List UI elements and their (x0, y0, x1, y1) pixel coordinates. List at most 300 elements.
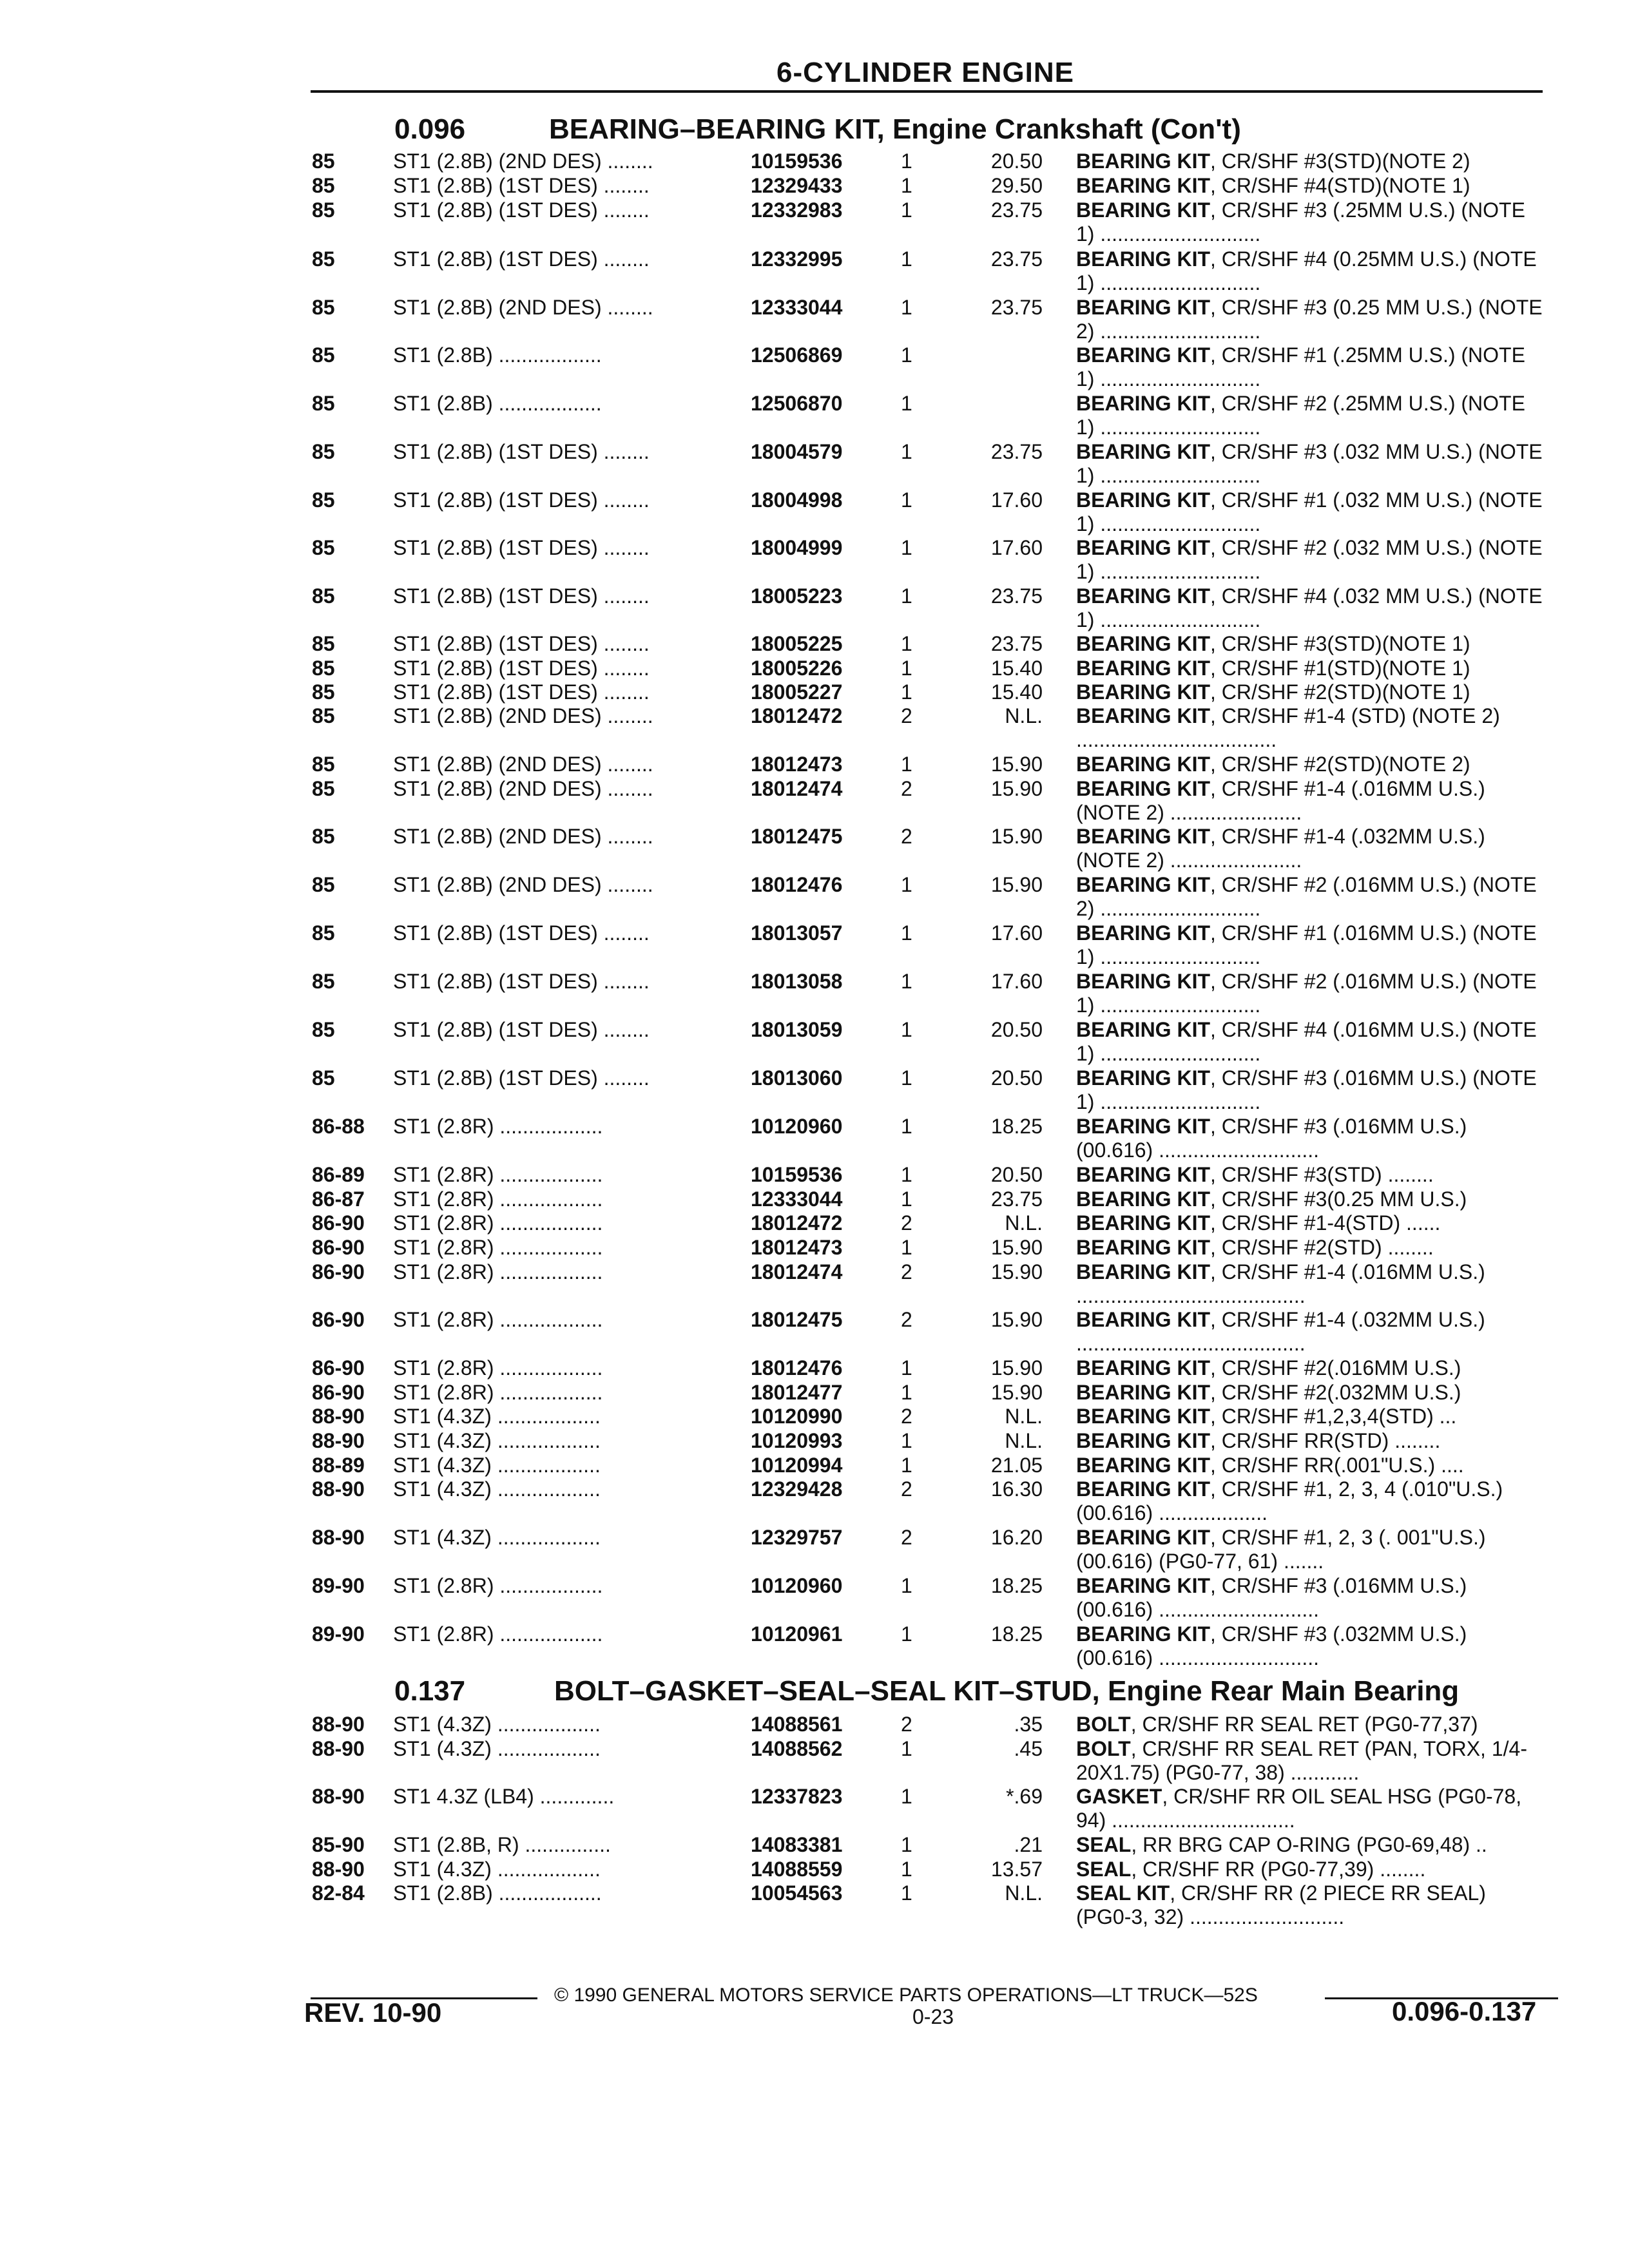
part-number: 18012476 (751, 1356, 843, 1379)
table-row (0, 296, 1629, 345)
price: 16.30 (990, 1477, 1043, 1501)
description-text: , CR/SHF #2(.016MM U.S.) (1210, 1356, 1461, 1379)
model-years: 85-90 (312, 1833, 365, 1856)
description-name: BEARING KIT (1076, 1018, 1210, 1041)
description (1076, 149, 1547, 173)
application: ST1 (2.8B) .................. (393, 1881, 602, 1905)
description-name: BEARING KIT (1076, 440, 1210, 463)
part-number: 18012472 (751, 704, 843, 727)
application: ST1 (2.8B) (1ST DES) ........ (393, 198, 650, 222)
quantity: 1 (901, 1574, 912, 1597)
description-text: , CR/SHF #1, 2, 3 (. 001"U.S.) (00.616) (PG0-77, 61) ....... (1076, 1526, 1486, 1573)
description-name: BEARING KIT (1076, 873, 1210, 896)
description-name: BOLT (1076, 1713, 1131, 1736)
part-number: 10120990 (751, 1405, 843, 1428)
description-name: BEARING KIT (1076, 753, 1210, 776)
model-years: 86-90 (312, 1211, 365, 1235)
description-name: BEARING KIT (1076, 1622, 1210, 1646)
price: 15.90 (990, 753, 1043, 776)
description-text: , CR/SHF #3 (.016MM U.S.) (00.616) ............................ (1076, 1115, 1467, 1162)
description-name: BEARING KIT (1076, 198, 1210, 222)
description (1076, 777, 1547, 825)
model-years: 85 (312, 704, 335, 727)
application: ST1 4.3Z (LB4) ............. (393, 1785, 615, 1808)
part-number: 18012477 (751, 1381, 843, 1404)
description (1076, 1477, 1547, 1525)
model-years: 85 (312, 657, 335, 680)
quantity: 1 (901, 1018, 912, 1041)
description-name: BEARING KIT (1076, 1187, 1210, 1211)
price: 18.25 (990, 1574, 1043, 1597)
description-text: , CR/SHF RR OIL SEAL HSG (PG0-78, 94) ................................ (1076, 1785, 1522, 1832)
quantity: 1 (901, 657, 912, 680)
price: 15.90 (990, 1381, 1043, 1404)
price: N.L. (1005, 1881, 1043, 1905)
description-text: , CR/SHF #1-4(STD) ...... (1210, 1211, 1441, 1235)
section-code: 0.096 (394, 113, 466, 145)
price: 17.60 (990, 536, 1043, 559)
part-number: 18005227 (751, 680, 843, 704)
price: 23.75 (990, 296, 1043, 319)
application: ST1 (2.8B) (1ST DES) ........ (393, 1018, 650, 1041)
description-text: , CR/SHF RR SEAL RET (PG0-77,37) (1130, 1713, 1478, 1736)
part-number: 18005223 (751, 584, 843, 608)
price: 15.90 (990, 1308, 1043, 1331)
application: ST1 (2.8B, R) ............... (393, 1833, 611, 1856)
table-row (0, 488, 1629, 537)
quantity: 1 (901, 198, 912, 222)
description-text: , CR/SHF #1,2,3,4(STD) ... (1210, 1405, 1457, 1428)
description-name: BEARING KIT (1076, 1526, 1210, 1549)
table-row (0, 1018, 1629, 1067)
price: 20.50 (990, 1066, 1043, 1090)
description (1076, 1260, 1547, 1308)
part-number: 14088561 (751, 1713, 843, 1736)
quantity: 2 (901, 1526, 912, 1549)
model-years: 86-87 (312, 1187, 365, 1211)
description-name: BEARING KIT (1076, 1477, 1210, 1501)
price: 17.60 (990, 921, 1043, 945)
part-number: 18013059 (751, 1018, 843, 1041)
description-name: BEARING KIT (1076, 1454, 1210, 1477)
description-text: , CR/SHF RR (2 PIECE RR SEAL) (PG0-3, 32) ........................... (1076, 1881, 1486, 1928)
table-row (0, 921, 1629, 970)
model-years: 85 (312, 440, 335, 463)
model-years: 88-90 (312, 1477, 365, 1501)
part-number: 18004999 (751, 536, 843, 559)
application: ST1 (2.8B) (1ST DES) ........ (393, 1066, 650, 1090)
price: 29.50 (990, 174, 1043, 197)
application: ST1 (4.3Z) .................. (393, 1477, 601, 1501)
table-row (0, 392, 1629, 441)
price: .21 (1014, 1833, 1043, 1856)
description-name: BEARING KIT (1076, 1405, 1210, 1428)
application: ST1 (2.8R) .................. (393, 1115, 603, 1138)
part-number: 12506869 (751, 343, 843, 367)
price: N.L. (1005, 1211, 1043, 1235)
description (1076, 1236, 1547, 1260)
part-number: 10120961 (751, 1622, 843, 1646)
description-text: , CR/SHF #2(STD)(NOTE 1) (1210, 680, 1470, 704)
description-text: , CR/SHF #2 (.016MM U.S.) (NOTE 2) ............................ (1076, 873, 1537, 920)
application: ST1 (2.8R) .................. (393, 1356, 603, 1379)
quantity: 1 (901, 632, 912, 655)
part-number: 18012475 (751, 1308, 843, 1331)
description-text: , CR/SHF #1 (.25MM U.S.) (NOTE 1) ............................ (1076, 343, 1525, 390)
application: ST1 (2.8R) .................. (393, 1260, 603, 1283)
model-years: 85 (312, 1018, 335, 1041)
table-row (0, 777, 1629, 826)
quantity: 1 (901, 392, 912, 415)
model-years: 85 (312, 921, 335, 945)
description-name: BEARING KIT (1076, 680, 1210, 704)
description-text: , CR/SHF #4(STD)(NOTE 1) (1210, 174, 1470, 197)
description-name: BEARING KIT (1076, 1429, 1210, 1452)
description-name: BEARING KIT (1076, 296, 1210, 319)
model-years: 86-90 (312, 1260, 365, 1283)
model-years: 88-89 (312, 1454, 365, 1477)
part-number: 12333044 (751, 1187, 843, 1211)
price: 15.90 (990, 1236, 1043, 1259)
table-row (0, 440, 1629, 489)
description-text: , CR/SHF #3(STD)(NOTE 2) (1210, 149, 1470, 173)
model-years: 85 (312, 873, 335, 896)
model-years: 85 (312, 632, 335, 655)
quantity: 1 (901, 1881, 912, 1905)
description-name: BEARING KIT (1076, 632, 1210, 655)
model-years: 85 (312, 777, 335, 800)
description (1076, 1211, 1547, 1235)
description (1076, 970, 1547, 1017)
description-text: , CR/SHF #1-4 (.032MM U.S.) ........................................ (1076, 1308, 1485, 1355)
model-years: 85 (312, 343, 335, 367)
description (1076, 1429, 1547, 1453)
application: ST1 (2.8R) .................. (393, 1622, 603, 1646)
description (1076, 1526, 1547, 1573)
application: ST1 (2.8B) (1ST DES) ........ (393, 680, 650, 704)
part-number: 18012474 (751, 777, 843, 800)
description (1076, 296, 1547, 343)
model-years: 85 (312, 753, 335, 776)
application: ST1 (4.3Z) .................. (393, 1454, 601, 1477)
description-text: , CR/SHF #4 (0.25MM U.S.) (NOTE 1) ............................ (1076, 247, 1537, 294)
quantity: 1 (901, 680, 912, 704)
quantity: 2 (901, 1713, 912, 1736)
description-text: , CR/SHF #3 (.25MM U.S.) (NOTE 1) ............................ (1076, 198, 1525, 245)
description-name: BEARING KIT (1076, 1381, 1210, 1404)
application: ST1 (2.8B) (2ND DES) ........ (393, 873, 653, 896)
description (1076, 1737, 1547, 1785)
description (1076, 1163, 1547, 1187)
application: ST1 (2.8B) (1ST DES) ........ (393, 488, 650, 512)
application: ST1 (2.8B) .................. (393, 343, 602, 367)
description-name: BEARING KIT (1076, 1308, 1210, 1331)
description (1076, 825, 1547, 872)
part-number: 12332983 (751, 198, 843, 222)
part-number: 10054563 (751, 1881, 843, 1905)
description-name: BEARING KIT (1076, 657, 1210, 680)
quantity: 1 (901, 247, 912, 271)
part-number: 12333044 (751, 296, 843, 319)
table-row (0, 1881, 1629, 1930)
description (1076, 584, 1547, 632)
description-name: BEARING KIT (1076, 1211, 1210, 1235)
part-number: 12506870 (751, 392, 843, 415)
part-number: 12329433 (751, 174, 843, 197)
quantity: 2 (901, 825, 912, 848)
table-row (0, 198, 1629, 247)
description-name: BEARING KIT (1076, 149, 1210, 173)
price: .45 (1014, 1737, 1043, 1760)
description-name: SEAL (1076, 1858, 1132, 1881)
price: 21.05 (990, 1454, 1043, 1477)
model-years: 88-90 (312, 1429, 365, 1452)
part-number: 12332995 (751, 247, 843, 271)
model-years: 86-90 (312, 1236, 365, 1259)
table-row (0, 1308, 1629, 1357)
description (1076, 247, 1547, 295)
footer-revision: REV. 10-90 (304, 1997, 442, 2028)
table-row (0, 1115, 1629, 1164)
description (1076, 174, 1547, 198)
price: 15.90 (990, 777, 1043, 800)
description-name: BEARING KIT (1076, 343, 1210, 367)
description (1076, 1574, 1547, 1622)
description-name: BEARING KIT (1076, 825, 1210, 848)
footer-copyright: © 1990 GENERAL MOTORS SERVICE PARTS OPERATIONS—LT TRUCK—52S (554, 1984, 1258, 2006)
description-name: GASKET (1076, 1785, 1162, 1808)
application: ST1 (4.3Z) .................. (393, 1429, 601, 1452)
application: ST1 (4.3Z) .................. (393, 1737, 601, 1760)
description (1076, 1454, 1547, 1477)
description-name: BEARING KIT (1076, 247, 1210, 271)
part-number: 18012473 (751, 1236, 843, 1259)
table-row (0, 1477, 1629, 1526)
description-text: , CR/SHF #1(STD)(NOTE 1) (1210, 657, 1470, 680)
description-name: BEARING KIT (1076, 488, 1210, 512)
application: ST1 (2.8R) .................. (393, 1236, 603, 1259)
quantity: 1 (901, 921, 912, 945)
description-text: , CR/SHF #2 (.032 MM U.S.) (NOTE 1) ............................ (1076, 536, 1543, 583)
section-title: BEARING–BEARING KIT, Engine Crankshaft (Con't) (549, 113, 1241, 145)
description (1076, 680, 1547, 704)
table-row (0, 584, 1629, 633)
quantity: 2 (901, 1260, 912, 1283)
quantity: 2 (901, 704, 912, 727)
table-row (0, 1785, 1629, 1834)
price: 15.90 (990, 873, 1043, 896)
quantity: 1 (901, 584, 912, 608)
quantity: 1 (901, 1236, 912, 1259)
quantity: 1 (901, 296, 912, 319)
application: ST1 (4.3Z) .................. (393, 1858, 601, 1881)
description (1076, 343, 1547, 391)
price: .35 (1014, 1713, 1043, 1736)
description (1076, 632, 1547, 656)
description-text: , CR/SHF #2 (.25MM U.S.) (NOTE 1) ............................ (1076, 392, 1525, 439)
description-text: , CR/SHF #2(STD)(NOTE 2) (1210, 753, 1470, 776)
model-years: 88-90 (312, 1405, 365, 1428)
part-number: 10120993 (751, 1429, 843, 1452)
description-text: , CR/SHF #3 (.016MM U.S.) (00.616) ............................ (1076, 1574, 1467, 1621)
quantity: 1 (901, 488, 912, 512)
price: 18.25 (990, 1622, 1043, 1646)
description-text: , CR/SHF #3(STD) ........ (1210, 1163, 1434, 1186)
quantity: 1 (901, 1381, 912, 1404)
description-text: , CR/SHF #1-4 (.032MM U.S.) (NOTE 2) ....................... (1076, 825, 1485, 872)
quantity: 1 (901, 343, 912, 367)
model-years: 89-90 (312, 1622, 365, 1646)
application: ST1 (2.8R) .................. (393, 1574, 603, 1597)
description-name: SEAL (1076, 1833, 1132, 1856)
price: *.69 (1006, 1785, 1043, 1808)
table-row (0, 825, 1629, 874)
quantity: 1 (901, 149, 912, 173)
price: 23.75 (990, 632, 1043, 655)
application: ST1 (2.8B) (1ST DES) ........ (393, 247, 650, 271)
price: 20.50 (990, 1018, 1043, 1041)
description (1076, 1858, 1547, 1881)
application: ST1 (4.3Z) .................. (393, 1405, 601, 1428)
model-years: 88-90 (312, 1713, 365, 1736)
application: ST1 (2.8B) (2ND DES) ........ (393, 777, 653, 800)
quantity: 1 (901, 873, 912, 896)
description (1076, 198, 1547, 246)
part-number: 18012476 (751, 873, 843, 896)
description-text: , CR/SHF RR (PG0-77,39) ........ (1131, 1858, 1426, 1881)
description-name: BEARING KIT (1076, 777, 1210, 800)
model-years: 86-89 (312, 1163, 365, 1186)
description-name: BEARING KIT (1076, 1066, 1210, 1090)
description-text: , CR/SHF #1-4 (.016MM U.S.) ........................................ (1076, 1260, 1485, 1307)
description (1076, 1308, 1547, 1356)
quantity: 1 (901, 536, 912, 559)
model-years: 88-90 (312, 1858, 365, 1881)
price: 15.90 (990, 1260, 1043, 1283)
description (1076, 1622, 1547, 1670)
price: 23.75 (990, 1187, 1043, 1211)
description-text: , CR/SHF #3(0.25 MM U.S.) (1210, 1187, 1467, 1211)
description-text: , CR/SHF #2(STD) ........ (1210, 1236, 1434, 1259)
description-name: BEARING KIT (1076, 1356, 1210, 1379)
price: N.L. (1005, 704, 1043, 727)
description-name: BEARING KIT (1076, 1260, 1210, 1283)
price: 20.50 (990, 149, 1043, 173)
footer-page-number: 0-23 (912, 2005, 954, 2028)
description-text: , CR/SHF RR(STD) ........ (1210, 1429, 1441, 1452)
description (1076, 1018, 1547, 1066)
model-years: 86-90 (312, 1308, 365, 1331)
description-text: , CR/SHF #2(.032MM U.S.) (1210, 1381, 1461, 1404)
description-name: BEARING KIT (1076, 1115, 1210, 1138)
application: ST1 (2.8B) (1ST DES) ........ (393, 174, 650, 197)
part-number: 10159536 (751, 1163, 843, 1186)
table-row (0, 1574, 1629, 1623)
part-number: 18004998 (751, 488, 843, 512)
price: 23.75 (990, 584, 1043, 608)
description-name: BEARING KIT (1076, 392, 1210, 415)
quantity: 2 (901, 1405, 912, 1428)
model-years: 85 (312, 392, 335, 415)
quantity: 1 (901, 1066, 912, 1090)
application: ST1 (2.8B) (1ST DES) ........ (393, 970, 650, 993)
description-text: , CR/SHF #1-4 (.016MM U.S.) (NOTE 2) ....................... (1076, 777, 1485, 824)
price: 17.60 (990, 488, 1043, 512)
description-text: , CR/SHF #1, 2, 3, 4 (.010"U.S.) (00.616) ................... (1076, 1477, 1503, 1524)
section-title: BOLT–GASKET–SEAL–SEAL KIT–STUD, Engine Rear Main Bearing (554, 1675, 1460, 1707)
model-years: 86-88 (312, 1115, 365, 1138)
model-years: 85 (312, 488, 335, 512)
description-name: BEARING KIT (1076, 704, 1210, 727)
table-row (0, 247, 1629, 296)
application: ST1 (2.8R) .................. (393, 1308, 603, 1331)
price: 15.40 (990, 680, 1043, 704)
part-number: 10120994 (751, 1454, 843, 1477)
application: ST1 (2.8B) (1ST DES) ........ (393, 536, 650, 559)
part-number: 10120960 (751, 1574, 843, 1597)
table-row (0, 343, 1629, 392)
description (1076, 1381, 1547, 1405)
application: ST1 (2.8R) .................. (393, 1187, 603, 1211)
model-years: 89-90 (312, 1574, 365, 1597)
description-name: BEARING KIT (1076, 1574, 1210, 1597)
description-text: , CR/SHF #1 (.016MM U.S.) (NOTE 1) ............................ (1076, 921, 1537, 968)
description-name: BEARING KIT (1076, 1236, 1210, 1259)
part-number: 18004579 (751, 440, 843, 463)
quantity: 1 (901, 753, 912, 776)
description-text: , CR/SHF RR(.001"U.S.) .... (1210, 1454, 1464, 1477)
description (1076, 1713, 1547, 1736)
price: N.L. (1005, 1405, 1043, 1428)
description-name: BEARING KIT (1076, 921, 1210, 945)
part-number: 18012473 (751, 753, 843, 776)
quantity: 2 (901, 1308, 912, 1331)
part-number: 18013060 (751, 1066, 843, 1090)
model-years: 88-90 (312, 1526, 365, 1549)
description-text: , CR/SHF #2 (.016MM U.S.) (NOTE 1) ............................ (1076, 970, 1537, 1017)
description-text: , CR/SHF #1 (.032 MM U.S.) (NOTE 1) ............................ (1076, 488, 1543, 535)
quantity: 1 (901, 1163, 912, 1186)
description (1076, 657, 1547, 680)
table-row (0, 970, 1629, 1019)
application: ST1 (2.8R) .................. (393, 1381, 603, 1404)
quantity: 1 (901, 440, 912, 463)
quantity: 1 (901, 970, 912, 993)
quantity: 2 (901, 1211, 912, 1235)
model-years: 82-84 (312, 1881, 365, 1905)
price: N.L. (1005, 1429, 1043, 1452)
description (1076, 1833, 1547, 1857)
model-years: 88-90 (312, 1785, 365, 1808)
description-name: BEARING KIT (1076, 970, 1210, 993)
price: 16.20 (990, 1526, 1043, 1549)
part-number: 10120960 (751, 1115, 843, 1138)
application: ST1 (2.8B) (1ST DES) ........ (393, 584, 650, 608)
part-number: 14088559 (751, 1858, 843, 1881)
description-text: , CR/SHF RR SEAL RET (PAN, TORX, 1/4-20X1.75) (PG0-77, 38) ............ (1076, 1737, 1527, 1784)
model-years: 85 (312, 970, 335, 993)
description-name: BEARING KIT (1076, 174, 1210, 197)
application: ST1 (2.8B) (1ST DES) ........ (393, 921, 650, 945)
application: ST1 (2.8R) .................. (393, 1163, 603, 1186)
description (1076, 921, 1547, 969)
description-text: , CR/SHF #3 (.032MM U.S.) (00.616) ............................ (1076, 1622, 1467, 1669)
price: 13.57 (990, 1858, 1043, 1881)
application: ST1 (2.8B) (1ST DES) ........ (393, 632, 650, 655)
model-years: 85 (312, 296, 335, 319)
description (1076, 873, 1547, 921)
table-row (0, 1737, 1629, 1786)
